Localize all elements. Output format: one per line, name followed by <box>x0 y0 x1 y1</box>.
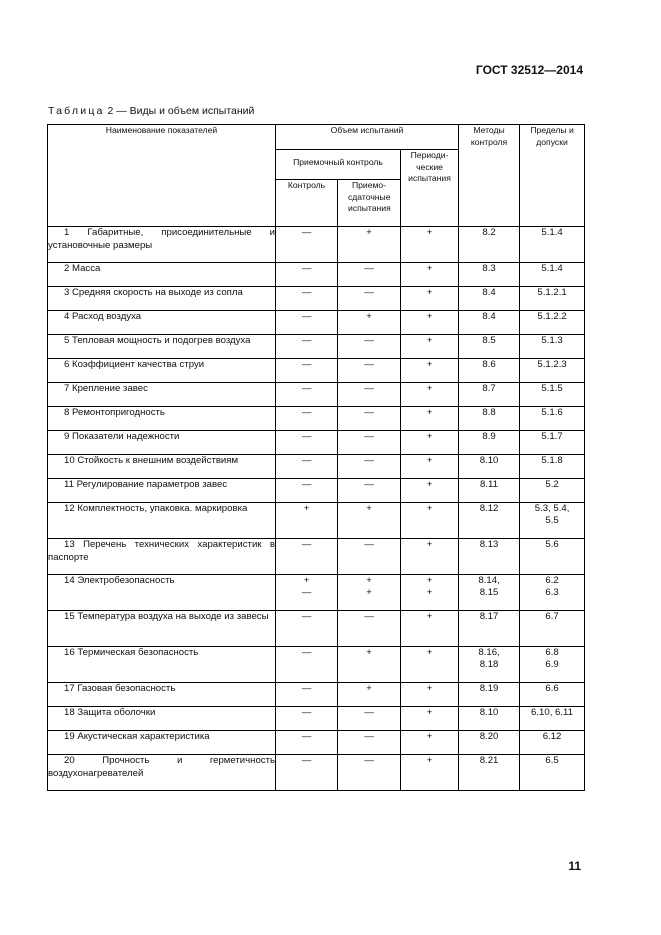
delivery-value: — <box>364 755 374 766</box>
delivery-value: — <box>364 263 374 274</box>
table-row <box>48 383 585 407</box>
control-cell <box>276 311 338 335</box>
indicator-name-cell <box>48 455 276 479</box>
indicator-name-cell <box>48 383 276 407</box>
delivery-cell <box>338 407 401 431</box>
periodic-value: + <box>426 455 433 466</box>
methods-cell <box>459 611 520 647</box>
limits-value: 5.3, 5.4, <box>534 503 570 514</box>
limits-value: 5.1.7 <box>541 431 563 442</box>
table-row <box>48 263 585 287</box>
methods-cell <box>459 263 520 287</box>
limits-cell <box>520 359 585 383</box>
control-value: — <box>301 647 312 658</box>
control-cell <box>276 611 338 647</box>
indicator-name-cell <box>48 227 276 263</box>
limits-value: 6.10, 6.11 <box>531 707 574 718</box>
methods-cell <box>459 383 520 407</box>
control-value: — <box>301 263 312 274</box>
column-header-periodic-text: Периоди-ческие испытания <box>408 150 451 184</box>
page-number: 11 <box>568 859 581 873</box>
periodic-value: + <box>426 479 433 490</box>
control-cell <box>276 503 338 539</box>
periodic-value: + <box>426 731 433 742</box>
limits-value: 5.1.2.3 <box>537 359 567 370</box>
indicator-name: 19 Акустическая характеристика <box>64 731 210 742</box>
limits-cell <box>520 575 585 611</box>
control-value: — <box>301 731 312 742</box>
table-row <box>48 683 585 707</box>
limits-value: 6.8 <box>545 647 559 658</box>
delivery-cell <box>338 707 401 731</box>
indicator-name: 17 Газовая безопасность <box>64 683 176 694</box>
periodic-cell <box>401 407 459 431</box>
delivery-value: + <box>366 227 372 238</box>
control-value: — <box>301 431 312 442</box>
limits-cell <box>520 479 585 503</box>
control-value: — <box>301 359 312 370</box>
control-cell <box>276 647 338 683</box>
delivery-cell <box>338 539 401 575</box>
periodic-cell <box>401 335 459 359</box>
column-header-control: Контроль <box>276 180 338 227</box>
limits-cell <box>520 683 585 707</box>
periodic-value: + <box>426 263 433 274</box>
delivery-value: — <box>364 383 374 394</box>
methods-cell <box>459 359 520 383</box>
delivery-cell <box>338 335 401 359</box>
indicator-name-cell <box>48 335 276 359</box>
limits-value: 5.1.4 <box>541 227 563 238</box>
indicator-name: 5 Тепловая мощность и подогрев воздуха <box>64 335 251 346</box>
control-cell <box>276 731 338 755</box>
methods-cell <box>459 647 520 683</box>
control-cell <box>276 479 338 503</box>
delivery-value: + <box>366 586 372 598</box>
limits-cell <box>520 335 585 359</box>
control-value: — <box>301 755 312 766</box>
control-cell <box>276 227 338 263</box>
methods-cell <box>459 707 520 731</box>
limits-value: 5.1.5 <box>541 383 563 394</box>
indicator-name-cell <box>48 611 276 647</box>
table-row <box>48 359 585 383</box>
periodic-cell <box>401 431 459 455</box>
limits-value: 6.2 <box>545 575 559 586</box>
indicator-name: 13 Перечень технических характеристик в паспорте <box>48 539 275 563</box>
periodic-cell <box>401 263 459 287</box>
methods-value: 8.14, <box>478 575 500 586</box>
periodic-cell <box>401 383 459 407</box>
limits-cell <box>520 227 585 263</box>
methods-value: 8.2 <box>482 227 496 238</box>
limits-value: 5.2 <box>545 479 559 490</box>
limits-value: 5.1.3 <box>541 335 563 346</box>
control-value: + <box>303 575 310 586</box>
table-row <box>48 647 585 683</box>
indicator-name-cell <box>48 707 276 731</box>
periodic-cell <box>401 503 459 539</box>
indicator-name: 6 Коэффициент качества струи <box>64 359 205 370</box>
periodic-cell <box>401 539 459 575</box>
table-row <box>48 731 585 755</box>
column-header-delivery-text: Приемо-сдаточные испытания <box>348 180 391 214</box>
limits-value: 6.6 <box>545 683 559 694</box>
periodic-cell <box>401 455 459 479</box>
limits-value: 5.1.4 <box>541 263 563 274</box>
indicator-name-cell <box>48 407 276 431</box>
document-standard-code: ГОСТ 32512—2014 <box>475 63 583 77</box>
delivery-value: — <box>364 287 374 298</box>
column-header-acceptance: Приемочный контроль <box>276 150 401 180</box>
control-cell <box>276 407 338 431</box>
delivery-value: + <box>366 575 372 586</box>
delivery-cell <box>338 503 401 539</box>
methods-value: 8.9 <box>482 431 496 442</box>
control-value: — <box>301 707 312 718</box>
periodic-cell <box>401 611 459 647</box>
control-value: — <box>301 683 312 694</box>
delivery-value: — <box>364 335 374 346</box>
periodic-value: + <box>426 383 433 394</box>
indicator-name: 1 Габаритные, присоединительные и установочные размеры <box>48 227 275 251</box>
methods-cell <box>459 287 520 311</box>
delivery-cell <box>338 731 401 755</box>
table-row <box>48 503 585 539</box>
methods-value: 8.12 <box>479 503 499 514</box>
delivery-value: + <box>366 311 372 322</box>
indicator-name: 15 Температура воздуха на выходе из завесы <box>64 611 269 622</box>
column-header-limits-text: Пределы и допуски <box>530 125 574 147</box>
limits-value: 5.1.2.1 <box>537 287 567 298</box>
table-row <box>48 311 585 335</box>
methods-value: 8.4 <box>482 311 496 322</box>
methods-value: 8.10 <box>479 455 499 466</box>
control-value: — <box>301 227 312 238</box>
control-cell <box>276 539 338 575</box>
limits-cell <box>520 287 585 311</box>
indicator-name-cell <box>48 311 276 335</box>
methods-value: 8.7 <box>482 383 496 394</box>
periodic-value: + <box>426 575 433 586</box>
delivery-value: — <box>364 407 374 418</box>
control-value: + <box>303 503 310 514</box>
delivery-cell <box>338 755 401 791</box>
methods-value: 8.6 <box>482 359 496 370</box>
indicator-name-cell <box>48 575 276 611</box>
indicator-name: 3 Средняя скорость на выходе из сопла <box>64 287 243 298</box>
periodic-value: + <box>426 407 433 418</box>
control-value: — <box>301 383 312 394</box>
indicator-name: 18 Защита оболочки <box>64 707 156 718</box>
methods-value: 8.5 <box>482 335 496 346</box>
periodic-cell <box>401 359 459 383</box>
column-header-volume: Объем испытаний <box>276 125 459 150</box>
table-row <box>48 431 585 455</box>
indicator-name-cell <box>48 287 276 311</box>
limits-value: 5.6 <box>545 539 559 550</box>
limits-cell <box>520 311 585 335</box>
delivery-value: + <box>366 683 372 694</box>
delivery-cell <box>338 383 401 407</box>
control-value: — <box>301 586 312 598</box>
methods-cell <box>459 227 520 263</box>
indicator-name: 14 Электробезопасность <box>64 575 175 586</box>
table-row <box>48 407 585 431</box>
column-header-periodic <box>401 150 459 227</box>
delivery-cell <box>338 287 401 311</box>
delivery-value: + <box>366 647 372 658</box>
table-caption-number: 2 <box>107 105 114 117</box>
methods-value: 8.15 <box>479 586 499 598</box>
delivery-cell <box>338 455 401 479</box>
delivery-cell <box>338 611 401 647</box>
methods-value: 8.19 <box>479 683 499 694</box>
control-cell <box>276 431 338 455</box>
periodic-value: + <box>426 707 433 718</box>
periodic-value: + <box>426 335 433 346</box>
periodic-cell <box>401 311 459 335</box>
delivery-cell <box>338 359 401 383</box>
indicator-name-cell <box>48 731 276 755</box>
control-cell <box>276 287 338 311</box>
limits-cell <box>520 263 585 287</box>
delivery-cell <box>338 647 401 683</box>
periodic-cell <box>401 683 459 707</box>
control-cell <box>276 575 338 611</box>
control-cell <box>276 755 338 791</box>
tests-table-body <box>48 227 585 791</box>
indicator-name-cell <box>48 359 276 383</box>
limits-cell <box>520 383 585 407</box>
table-row <box>48 335 585 359</box>
control-value: — <box>301 455 312 466</box>
limits-value: 6.5 <box>545 755 559 766</box>
methods-value: 8.20 <box>479 731 499 742</box>
limits-value: 5.1.6 <box>541 407 563 418</box>
periodic-value: + <box>426 311 433 322</box>
delivery-value: + <box>366 503 372 514</box>
periodic-value: + <box>426 683 433 694</box>
indicator-name: 4 Расход воздуха <box>64 311 142 322</box>
limits-value: 6.7 <box>545 611 559 622</box>
limits-value: 5.1.2.2 <box>537 311 567 322</box>
periodic-value: + <box>426 503 433 514</box>
periodic-cell <box>401 479 459 503</box>
periodic-value: + <box>426 287 433 298</box>
methods-cell <box>459 431 520 455</box>
periodic-value: + <box>426 586 433 598</box>
methods-value: 8.18 <box>479 658 499 670</box>
periodic-value: + <box>426 611 433 622</box>
control-value: — <box>301 479 312 490</box>
methods-cell <box>459 575 520 611</box>
delivery-cell <box>338 431 401 455</box>
periodic-cell <box>401 731 459 755</box>
limits-value: 6.12 <box>542 731 562 742</box>
methods-value: 8.4 <box>482 287 496 298</box>
delivery-value: — <box>364 707 374 718</box>
limits-value: 6.9 <box>545 658 559 670</box>
methods-value: 8.17 <box>479 611 499 622</box>
control-value: — <box>301 311 312 322</box>
indicator-name-cell <box>48 503 276 539</box>
indicator-name: 8 Ремонтопригодность <box>64 407 165 418</box>
delivery-cell <box>338 227 401 263</box>
periodic-cell <box>401 707 459 731</box>
delivery-value: — <box>364 611 374 622</box>
periodic-value: + <box>426 647 433 658</box>
indicator-name-cell <box>48 479 276 503</box>
column-header-delivery <box>338 180 401 227</box>
methods-cell <box>459 503 520 539</box>
table-row <box>48 755 585 791</box>
indicator-name: 11 Регулирование параметров завес <box>64 479 228 490</box>
limits-cell <box>520 755 585 791</box>
indicator-name: 16 Термическая безопасность <box>64 647 199 658</box>
periodic-cell <box>401 227 459 263</box>
delivery-value: — <box>364 431 374 442</box>
delivery-cell <box>338 263 401 287</box>
table-row <box>48 611 585 647</box>
indicator-name: 10 Стойкость к внешним воздействиям <box>64 455 239 466</box>
control-value: — <box>301 287 312 298</box>
limits-value: 5.1.8 <box>541 455 563 466</box>
limits-cell <box>520 611 585 647</box>
methods-cell <box>459 335 520 359</box>
periodic-value: + <box>426 359 433 370</box>
indicator-name-cell <box>48 647 276 683</box>
methods-cell <box>459 311 520 335</box>
methods-value: 8.8 <box>482 407 496 418</box>
delivery-value: — <box>364 731 374 742</box>
periodic-value: + <box>426 539 433 550</box>
methods-cell <box>459 539 520 575</box>
control-cell <box>276 263 338 287</box>
periodic-cell <box>401 755 459 791</box>
periodic-cell <box>401 287 459 311</box>
methods-value: 8.11 <box>480 479 499 490</box>
delivery-cell <box>338 311 401 335</box>
methods-cell <box>459 755 520 791</box>
limits-cell <box>520 407 585 431</box>
methods-cell <box>459 455 520 479</box>
methods-cell <box>459 731 520 755</box>
indicator-name: 2 Масса <box>64 263 101 274</box>
limits-cell <box>520 647 585 683</box>
limits-cell <box>520 731 585 755</box>
control-cell <box>276 359 338 383</box>
indicator-name: 9 Показатели надежности <box>64 431 180 442</box>
control-value: — <box>301 611 312 622</box>
tests-table <box>47 124 585 791</box>
control-cell <box>276 455 338 479</box>
control-cell <box>276 707 338 731</box>
limits-cell <box>520 431 585 455</box>
table-row <box>48 287 585 311</box>
table-row <box>48 707 585 731</box>
column-header-methods-text: Методы контроля <box>470 125 508 147</box>
indicator-name: 7 Крепление завес <box>64 383 148 394</box>
control-cell <box>276 383 338 407</box>
periodic-value: + <box>426 227 433 238</box>
periodic-value: + <box>426 755 433 766</box>
limits-cell <box>520 503 585 539</box>
table-caption-prefix: Таблица <box>48 105 105 117</box>
periodic-cell <box>401 647 459 683</box>
delivery-value: — <box>364 359 374 370</box>
tests-table-header <box>48 125 585 227</box>
table-row <box>48 575 585 611</box>
control-value: — <box>301 335 312 346</box>
table-caption-title: — Виды и объем испытаний <box>116 105 255 117</box>
periodic-value: + <box>426 431 433 442</box>
methods-cell <box>459 479 520 503</box>
indicator-name-cell <box>48 539 276 575</box>
table-row <box>48 479 585 503</box>
methods-cell <box>459 683 520 707</box>
indicator-name: 12 Комплектность, упаковка. маркировка <box>64 503 248 514</box>
methods-value: 8.16, <box>478 647 500 658</box>
methods-cell <box>459 407 520 431</box>
delivery-cell <box>338 575 401 611</box>
periodic-cell <box>401 575 459 611</box>
limits-cell <box>520 707 585 731</box>
limits-cell <box>520 539 585 575</box>
methods-value: 8.3 <box>482 263 496 274</box>
indicator-name-cell <box>48 755 276 791</box>
column-header-name: Наименование показателей <box>48 125 276 227</box>
methods-value: 8.10 <box>479 707 499 718</box>
indicator-name-cell <box>48 431 276 455</box>
indicator-name: 20 Прочность и герметичность воздухонагревателей <box>48 755 275 779</box>
table-caption <box>48 105 254 117</box>
indicator-name-cell <box>48 683 276 707</box>
methods-value: 8.13 <box>479 539 499 550</box>
column-header-limits <box>520 125 585 227</box>
indicator-name-cell <box>48 263 276 287</box>
delivery-value: — <box>364 539 374 550</box>
control-cell <box>276 335 338 359</box>
limits-value: 6.3 <box>545 586 559 598</box>
delivery-value: — <box>364 455 374 466</box>
limits-cell <box>520 455 585 479</box>
control-value: — <box>301 407 312 418</box>
table-row <box>48 455 585 479</box>
table-row <box>48 539 585 575</box>
methods-value: 8.21 <box>479 755 499 766</box>
control-value: — <box>301 539 312 550</box>
column-header-methods <box>459 125 520 227</box>
delivery-value: — <box>364 479 374 490</box>
delivery-cell <box>338 683 401 707</box>
delivery-cell <box>338 479 401 503</box>
table-row <box>48 227 585 263</box>
control-cell <box>276 683 338 707</box>
limits-value: 5.5 <box>545 514 559 526</box>
